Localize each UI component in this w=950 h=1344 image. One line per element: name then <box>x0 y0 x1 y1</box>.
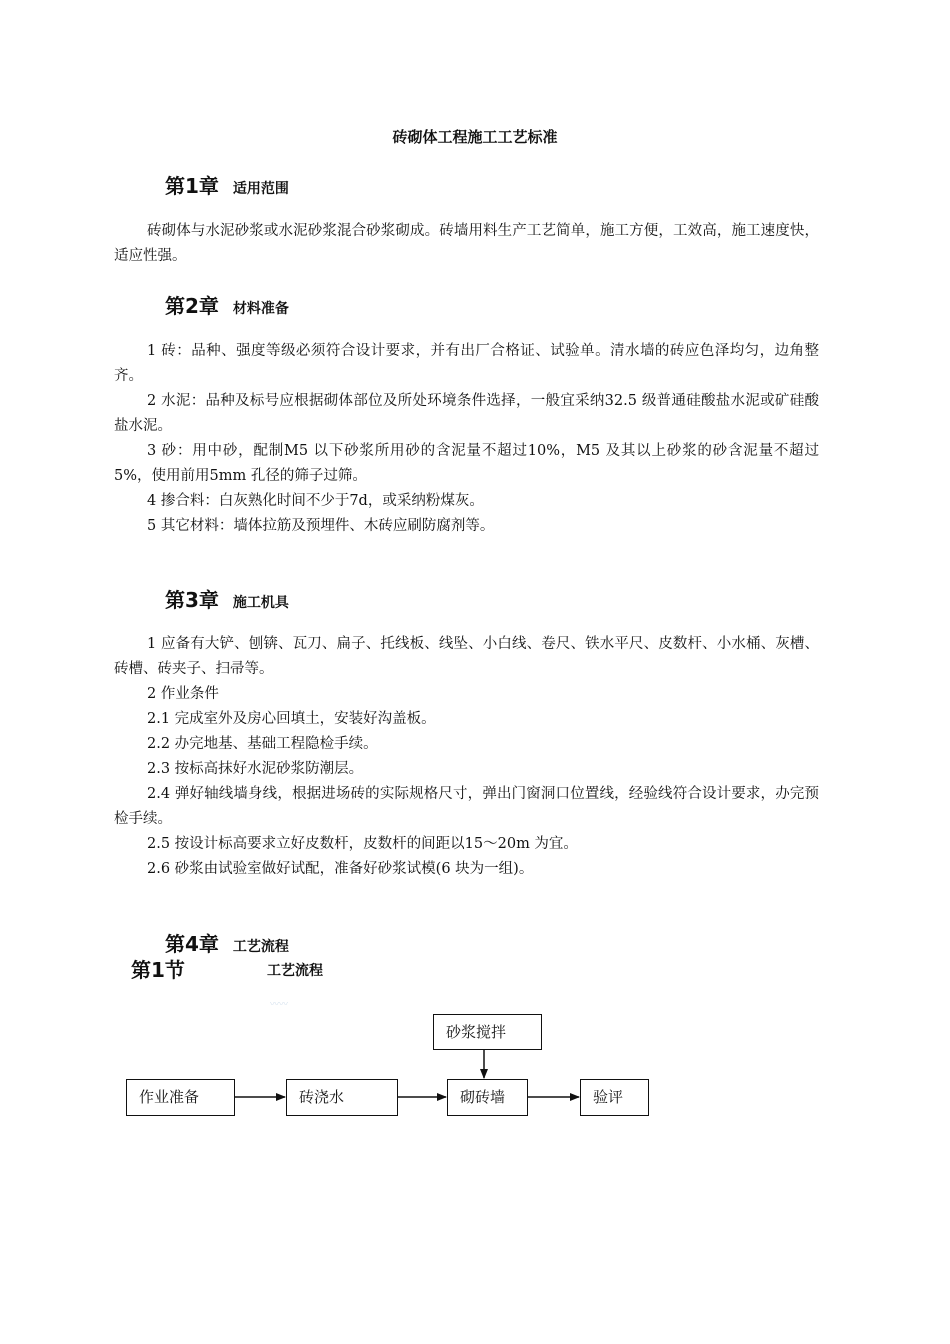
chapter-2-item-3: 3 砂：用中砂，配制M5 以下砂浆所用砂的含泥量不超过10%，M5 及其以上砂浆的砂含泥量不超过5%，使用前用5mm 孔径的筛子过筛。 <box>114 443 819 484</box>
flow-node-mix: 砂浆搅拌 <box>433 1014 542 1050</box>
flow-node-lay: 砌砖墙 <box>447 1079 528 1116</box>
chapter-3-item-2: 2 作业条件 <box>147 686 219 702</box>
chapter-3-item-2-1: 2.1 完成室外及房心回填土，安装好沟盖板。 <box>147 711 436 727</box>
chapter-3-item-2-3: 2.3 按标高抹好水泥砂浆防潮层。 <box>147 761 364 777</box>
chapter-3-name: 施工机具 <box>232 595 289 611</box>
chapter-2-name: 材料准备 <box>232 301 289 317</box>
chapter-1-paragraph-1: 砖砌体与水泥砂浆或水泥砂浆混合砂浆砌成。砖墙用料生产工艺简单，施工方便，工效高，施工速度快，适应性强。 <box>114 223 819 264</box>
chapter-1-number: 第1章 <box>165 174 219 198</box>
chapter-1-name: 适用范围 <box>232 181 289 197</box>
chapter-3-item-2-4: 2.4 弹好轴线墙身线，根据进场砖的实际规格尺寸，弹出门窗洞口位置线，经验线符合设计要求，办完预检手续。 <box>114 786 819 827</box>
section-1-number: 第1节 <box>131 958 185 982</box>
flow-node-eval: 验评 <box>580 1079 649 1116</box>
chapter-3-heading <box>165 584 289 613</box>
chapter-2-item-5: 5 其它材料：墙体拉筋及预埋件、木砖应刷防腐剂等。 <box>147 518 495 534</box>
chapter-2-heading <box>165 290 289 319</box>
flow-node-prep: 作业准备 <box>126 1079 235 1116</box>
chapter-4-name: 工艺流程 <box>232 939 289 955</box>
chapter-2-item-4: 4 掺合料：白灰熟化时间不少于7d，或采纳粉煤灰。 <box>147 493 484 509</box>
chapter-2-number: 第2章 <box>165 294 219 318</box>
section-1-name: 工艺流程 <box>267 963 323 979</box>
chapter-3-number: 第3章 <box>165 588 219 612</box>
chapter-4-heading <box>165 928 289 957</box>
flow-node-water: 砖浇水 <box>286 1079 398 1116</box>
section-1-heading <box>131 954 323 983</box>
chapter-3-item-2-5: 2.5 按设计标高要求立好皮数杆，皮数杆的间距以15～20m 为宜。 <box>147 836 578 852</box>
chapter-3-item-1: 1 应备有大铲、刨锛、瓦刀、扁子、托线板、线坠、小白线、卷尺、铁水平尺、皮数杆、小水桶、灰槽、砖槽、砖夹子、扫帚等。 <box>114 636 819 677</box>
chapter-3-item-2-6: 2.6 砂浆由试验室做好试配，准备好砂浆试模(6 块为一组)。 <box>147 861 534 877</box>
chapter-1-heading <box>165 170 289 199</box>
faint-mark-decoration: 〰〰 <box>270 1000 289 1010</box>
chapter-2-item-1: 1 砖：品种、强度等级必须符合设计要求，并有出厂合格证、试验单。清水墙的砖应色泽均匀，边角整齐。 <box>114 343 819 384</box>
document-title: 砖砌体工程施工工艺标准 <box>392 128 558 146</box>
chapter-4-number: 第4章 <box>165 932 219 956</box>
chapter-2-item-2: 2 水泥：品种及标号应根据砌体部位及所处环境条件选择，一般宜采纳32.5 级普通硅酸盐水泥或矿硅酸盐水泥。 <box>114 393 819 434</box>
chapter-3-item-2-2: 2.2 办完地基、基础工程隐检手续。 <box>147 736 378 752</box>
